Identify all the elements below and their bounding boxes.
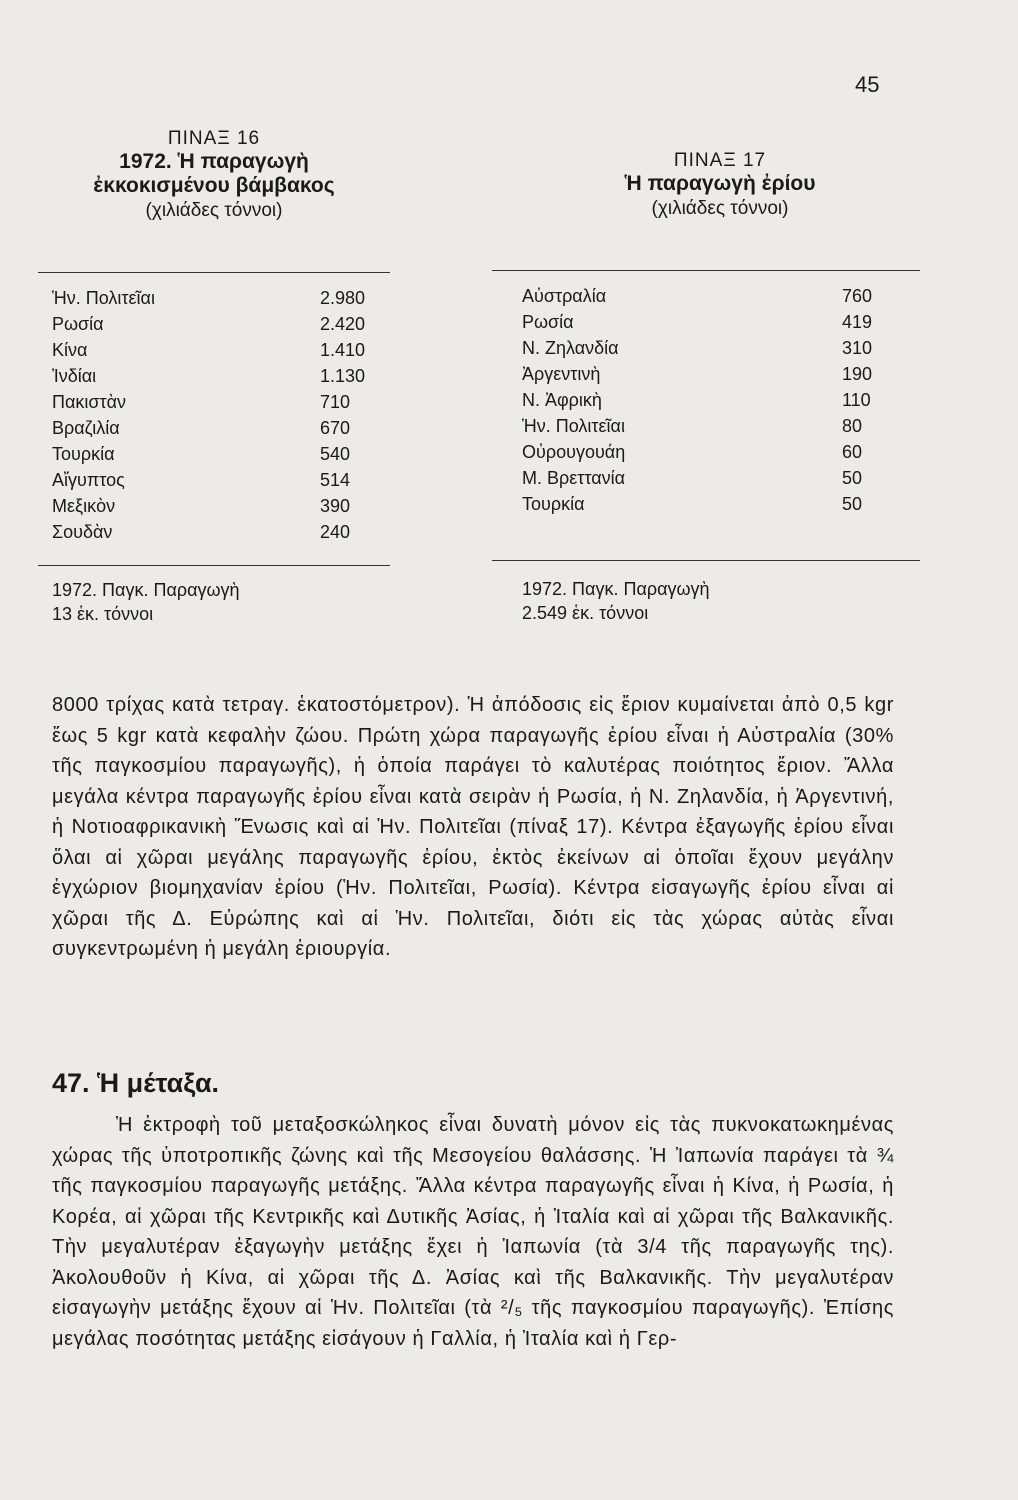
country-name: Ἰνδίαι <box>52 366 97 386</box>
table-row <box>52 441 382 467</box>
table-17-bottom-rule <box>492 560 920 561</box>
country-name: Κίνα <box>52 340 88 360</box>
table-16-title-line1: 1972. Ἡ παραγωγὴ <box>119 150 309 173</box>
country-name: Μ. Βρεττανία <box>522 468 626 488</box>
table-17-footer <box>522 577 710 625</box>
section-heading-silk: 47. Ἡ μέταξα. <box>52 1068 220 1098</box>
table-row <box>52 285 382 311</box>
table-row <box>52 493 382 519</box>
table-row <box>522 387 887 413</box>
table-17-label: ΠΙΝΑΞ 17 <box>673 150 767 171</box>
country-name: Οὐρουγουάη <box>522 442 626 462</box>
table-17-top-rule <box>492 270 920 271</box>
production-value: 710 <box>320 392 351 412</box>
production-value: 310 <box>842 338 873 358</box>
paragraph-silk: Ἡ ἐκτροφὴ τοῦ μεταξοσκώληκος εἶναι δυνατὴ μόνον εἰς τὰς πυκνοκατωκημένας χώρας τῆς ὑποτροπικῆς ζώνης καὶ τῆς Μεσογείου θαλάσσης. Ἡ Ἰαπωνία παράγει τὰ ¾ τῆς παγκοσμίου παραγωγῆς μετάξης. Ἄλλα κέντρα παραγωγῆς εἶναι ἡ Κίνα, ἡ Ρωσία, ἡ Κορέα, αἱ χῶραι τῆς Κεντρικῆς καὶ Δυτικῆς Ἀσίας, ἡ Ἰταλία καὶ αἱ χῶραι τῆς Βαλκανικῆς. Τὴν μεγαλυτέραν ἐξαγωγὴν μετάξης ἔχει ἡ Ἰαπωνία (τὰ 3/4 τῆς παραγωγῆς της). Ἀκολουθοῦν ἡ Κίνα, αἱ χῶραι τῆς Δ. Ἀσίας καὶ τῆς Βαλκανικῆς. Τὴν μεγαλυτέραν εἰσαγωγὴν μετάξης ἔχουν αἱ Ἡν. Πολιτεῖαι (τὰ ²/₅ τῆς παγκοσμίου παραγωγῆς). Ἐπίσης μεγάλας ποσότητας μετάξης εἰσάγουν ἡ Γαλλία, ἡ Ἰταλία καὶ ἡ Γερ- <box>52 1114 894 1350</box>
table-row <box>522 309 887 335</box>
production-value: 80 <box>842 416 863 436</box>
country-name: Ν. Ζηλανδία <box>522 338 619 358</box>
table-16-header <box>38 128 390 222</box>
table-row <box>522 413 887 439</box>
country-name: Πακιστὰν <box>52 392 127 412</box>
table-17-footer-line1: 1972. Παγκ. Παραγωγὴ <box>522 579 710 599</box>
country-name: Μεξικὸν <box>52 496 116 516</box>
table-row <box>52 337 382 363</box>
production-value: 514 <box>320 470 351 490</box>
table-17-unit: (χιλιάδες τόννοι) <box>651 198 789 219</box>
production-value: 50 <box>842 494 863 514</box>
country-name: Τουρκία <box>522 494 585 514</box>
production-value: 110 <box>842 390 871 410</box>
table-row <box>52 415 382 441</box>
table-row <box>522 491 887 517</box>
table-17-header <box>520 150 920 220</box>
production-value: 2.420 <box>320 314 366 334</box>
table-16-footer <box>52 578 240 626</box>
table-row <box>52 389 382 415</box>
table-16-footer-line1: 1972. Παγκ. Παραγωγὴ <box>52 580 240 600</box>
table-16-label: ΠΙΝΑΞ 16 <box>167 128 261 149</box>
table-16-footer-line2: 13 ἑκ. τόννοι <box>52 604 154 624</box>
country-name: Ἡν. Πολιτεῖαι <box>52 288 155 308</box>
production-value: 670 <box>320 418 351 438</box>
table-17-footer-line2: 2.549 ἑκ. τόννοι <box>522 603 649 623</box>
country-name: Ρωσία <box>52 314 104 334</box>
production-value: 50 <box>842 468 863 488</box>
table-row <box>522 465 887 491</box>
country-name: Ἡν. Πολιτεῖαι <box>522 416 625 436</box>
table-row <box>522 335 887 361</box>
table-row <box>52 519 382 545</box>
production-value: 190 <box>842 364 873 384</box>
production-value: 419 <box>842 312 873 332</box>
country-name: Βραζιλία <box>52 418 120 438</box>
table-16-rows <box>52 285 382 545</box>
production-value: 1.130 <box>320 366 366 386</box>
table-row <box>522 361 887 387</box>
table-17-title: Ἡ παραγωγὴ ἐρίου <box>624 172 816 195</box>
country-name: Αἴγυπτος <box>52 470 125 490</box>
production-value: 540 <box>320 444 351 464</box>
country-name: Τουρκία <box>52 444 115 464</box>
production-value: 240 <box>320 522 351 542</box>
table-row <box>52 467 382 493</box>
table-16-title-line2: ἐκκοκισμένου βάμβακος <box>93 174 335 197</box>
table-row <box>522 283 887 309</box>
country-name: Σουδὰν <box>52 522 113 542</box>
table-row <box>52 311 382 337</box>
production-value: 2.980 <box>320 288 366 308</box>
country-name: Ἀργεντινὴ <box>522 364 601 384</box>
paragraph-wool: 8000 τρίχας κατὰ τετραγ. ἑκατοστόμετρον). Ἡ ἀπόδοσις εἰς ἔριον κυμαίνεται ἀπὸ 0,5 kgr ἕως 5 kgr κατὰ κεφαλὴν ζώου. Πρώτη χώρα παραγωγῆς ἐρίου εἶναι ἡ Αὐστραλία (30% τῆς παγκοσμίου παραγωγῆς), ἡ ὁποία παράγει τὸ καλυτέρας ποιότητος ἔριον. Ἄλλα μεγάλα κέντρα παραγωγῆς ἐρίου εἶναι κατὰ σειρὰν ἡ Ρωσία, ἡ Ν. Ζηλανδία, ἡ Ἀργεντινή, ἡ Νοτιοαφρικανικὴ Ἕνωσις καὶ αἱ Ἡν. Πολιτεῖαι (πίναξ 17). Κέντρα ἐξαγωγῆς ἐρίου εἶναι ὅλαι αἱ χῶραι μεγάλης παραγωγῆς ἐρίου, ἐκτὸς ἐκείνων αἱ ὁποῖαι ἔχουν μεγάλην ἐγχώριον βιομηχανίαν ἐρίου (Ἡν. Πολιτεῖαι, Ρωσία). Κέντρα εἰσαγωγῆς ἐρίου εἶναι αἱ χῶραι τῆς Δ. Εὐρώπης καὶ αἱ Ἡν. Πολιτεῖαι, διότι εἰς τὰς χώρας αὐτὰς εἶναι συγκεντρωμένη ἡ μεγάλη ἐριουργία. <box>52 694 894 960</box>
table-16-top-rule <box>38 272 390 273</box>
production-value: 760 <box>842 286 873 306</box>
production-value: 390 <box>320 496 351 516</box>
country-name: Ν. Ἀφρικὴ <box>522 390 602 410</box>
table-16-unit: (χιλιάδες τόννοι) <box>145 200 283 221</box>
country-name: Αὐστραλία <box>522 286 607 306</box>
table-16-bottom-rule <box>38 565 390 566</box>
table-17-rows <box>522 283 887 517</box>
table-row <box>52 363 382 389</box>
production-value: 60 <box>842 442 863 462</box>
page-number: 45 <box>855 72 880 97</box>
table-row <box>522 439 887 465</box>
country-name: Ρωσία <box>522 312 574 332</box>
production-value: 1.410 <box>320 340 366 360</box>
